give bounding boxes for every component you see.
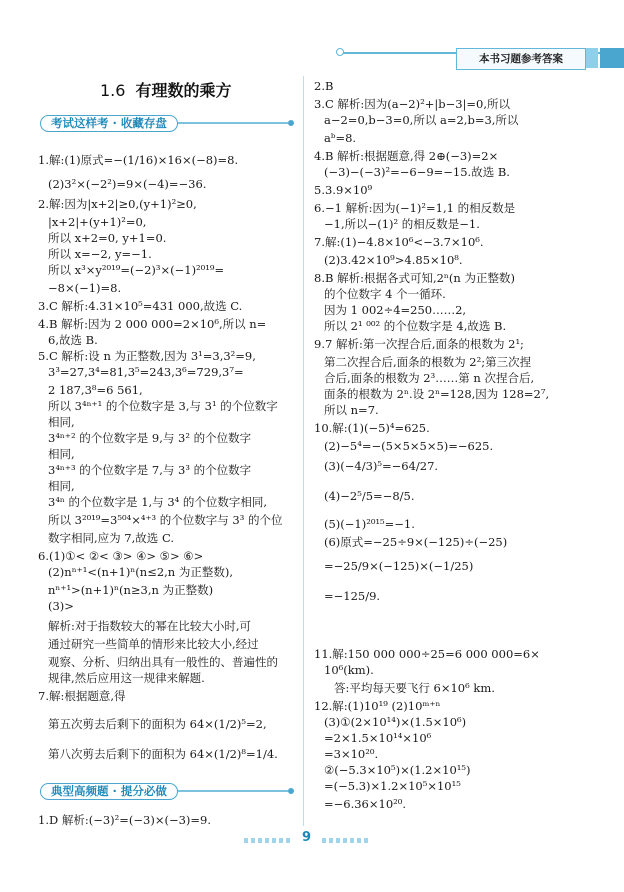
- section-banner-exam-label: 考试这样考 · 收藏存盘: [40, 115, 178, 132]
- right-line-r29: 11.解:150 000 000÷25=6 000 000=6×: [314, 647, 540, 661]
- left-line-l16: 相同,: [48, 415, 75, 429]
- right-line-r6: (−3)−(−3)²=−6−9=−15.故选 B.: [324, 165, 510, 179]
- right-line-r24: (4)−2⁵/5=−8/5.: [324, 489, 415, 503]
- right-line-r4: aᵇ=8.: [324, 131, 357, 145]
- left-line-l2: (2)3²×(−2²)=9×(−4)=−36.: [48, 177, 207, 191]
- right-line-r14: 因为 1 002÷4=250……2,: [324, 303, 467, 317]
- right-line-r16: 9.7 解析:第一次捏合后,面条的根数为 2¹;: [314, 337, 524, 351]
- right-line-r25: (5)(−1)²⁰¹⁵=−1.: [324, 517, 415, 531]
- right-line-r22: (2)−5⁴=−(5×5×5×5)=−625.: [324, 439, 494, 453]
- right-line-r19: 面条的根数为 2ⁿ.设 2ⁿ=128,因为 128=2⁷,: [324, 387, 550, 401]
- left-line-l15: 所以 3⁴ⁿ⁺¹ 的个位数字是 3,与 3¹ 的个位数字: [48, 399, 278, 413]
- right-line-r32: 12.解:(1)10¹⁹ (2)10ᵐ⁺ⁿ: [314, 699, 441, 713]
- right-line-r35: =3×10²⁰.: [324, 747, 379, 761]
- right-line-r38: =−6.36×10²⁰.: [324, 797, 407, 811]
- left-line-l11: 6,故选 B.: [48, 333, 98, 347]
- left-line-l18: 相同,: [48, 447, 75, 461]
- left-line-l34: 第八次剪去后剩下的面积为 64×(1/2)⁸=1/4.: [48, 747, 278, 761]
- left-line-l3: 2.解:因为|x+2|≥0,(y+1)²≥0,: [38, 197, 197, 211]
- header-accent-bar-dark: [600, 48, 624, 68]
- left-line-l27: (3)>: [48, 599, 74, 613]
- right-line-r18: 合后,面条的根数为 2³……第 n 次捏合后,: [324, 371, 535, 385]
- right-line-r7: 5.3.9×10⁹: [314, 183, 373, 197]
- left-line-l4: |x+2|+(y+1)²=0,: [48, 215, 147, 229]
- right-line-r27: =−25/9×(−125)×(−1/25): [324, 559, 474, 573]
- left-line-l23: 数字相同,应为 7,故选 C.: [48, 531, 174, 545]
- right-line-r36: ②(−5.3×10⁵)×(1.2×10¹⁵): [324, 763, 471, 777]
- column-divider: [303, 76, 304, 826]
- right-line-r10: 7.解:(1)−4.8×10⁶<−3.7×10⁶.: [314, 235, 484, 249]
- left-line-l26: nⁿ⁺¹>(n+1)ⁿ(n≥3,n 为正整数): [48, 583, 214, 597]
- left-line-l7: 所以 x³×y²⁰¹⁹=(−2)³×(−1)²⁰¹⁹=: [48, 263, 225, 277]
- left-line-l28: 解析:对于指数较大的幂在比较大小时,可: [48, 619, 252, 633]
- left-line-l8: −8×(−1)=8.: [48, 281, 122, 295]
- left-line-l32: 7.解:根据题意,得: [38, 689, 126, 703]
- left-line-l20: 相同,: [48, 479, 75, 493]
- right-line-r9: −1,所以−(1)² 的相反数是−1.: [324, 217, 480, 231]
- right-line-r17: 第二次捏合后,面条的根数为 2²;第三次捏: [324, 355, 532, 369]
- left-line-l30: 观察、分析、归纳出具有一般性的、普遍性的: [48, 655, 278, 669]
- left-line-l24: 6.(1)①< ②< ③> ④> ⑤> ⑥>: [38, 549, 204, 563]
- left-line-l31: 规律,然后应用这一规律来解题.: [48, 671, 205, 685]
- right-line-r20: 所以 n=7.: [324, 403, 379, 417]
- left-line-l19: 3⁴ⁿ⁺³ 的个位数字是 7,与 3³ 的个位数字: [48, 463, 252, 477]
- section-banner-exam: [40, 114, 296, 132]
- right-line-r5: 4.B 解析:根据题意,得 2⊕(−3)=2×: [314, 149, 499, 163]
- section-banner-practice-label: 典型高频题 · 提分必做: [40, 783, 178, 800]
- left-line-l35: 1.D 解析:(−3)²=(−3)×(−3)=9.: [38, 813, 211, 827]
- right-line-r1: 2.B: [314, 79, 334, 93]
- left-line-l13: 3³=27,3⁴=81,3⁵=243,3⁶=729,3⁷=: [48, 365, 244, 379]
- left-line-l6: 所以 x=−2, y=−1.: [48, 247, 152, 261]
- left-line-l25: (2)nⁿ⁺¹<(n+1)ⁿ(n≤2,n 为正整数),: [48, 565, 233, 579]
- right-line-r13: 的个位数字 4 个一循环.: [324, 287, 446, 301]
- section-banner-practice: [40, 782, 296, 800]
- header-accent-bar-light: [586, 48, 598, 68]
- right-line-r11: (2)3.42×10⁹>4.85×10⁸.: [324, 253, 463, 267]
- right-line-r3: a−2=0,b−3=0,所以 a=2,b=3,所以: [324, 113, 519, 127]
- left-line-l1: 1.解:(1)原式=−(1/16)×16×(−8)=8.: [38, 153, 239, 167]
- right-line-r15: 所以 2¹ ⁰⁰² 的个位数字是 4,故选 B.: [324, 319, 507, 333]
- left-line-l14: 2 187,3⁸=6 561,: [48, 383, 143, 397]
- section-number: 1.6: [100, 81, 126, 100]
- right-line-r26: (6)原式=−25÷9×(−125)÷(−25): [324, 535, 508, 549]
- left-line-l5: 所以 x+2=0, y+1=0.: [48, 231, 167, 245]
- right-line-r33: (3)①(2×10¹⁴)×(1.5×10⁶): [324, 715, 467, 729]
- section-banner-dot-icon: [288, 120, 294, 126]
- right-line-r28: =−125/9.: [324, 589, 381, 603]
- section-banner-dot-icon: [288, 788, 294, 794]
- right-line-r31: 答:平均每天要飞行 6×10⁶ km.: [334, 681, 495, 695]
- left-line-l9: 3.C 解析:4.31×10⁵=431 000,故选 C.: [38, 299, 243, 313]
- right-line-r8: 6.−1 解析:因为(−1)²=1,1 的相反数是: [314, 201, 516, 215]
- left-line-l10: 4.B 解析:因为 2 000 000=2×10⁶,所以 n=: [38, 317, 267, 331]
- left-line-l33: 第五次剪去后剩下的面积为 64×(1/2)⁵=2,: [48, 717, 267, 731]
- right-line-r23: (3)(−4/3)⁵=−64/27.: [324, 459, 439, 473]
- section-title-text: 有理数的乘方: [135, 81, 232, 100]
- right-line-r37: =(−5.3)×1.2×10⁵×10¹⁵: [324, 779, 461, 793]
- footer-dots-left: [244, 838, 290, 843]
- right-line-r21: 10.解:(1)(−5)⁴=625.: [314, 421, 430, 435]
- section-title: [100, 78, 231, 101]
- footer-dots-right: [322, 838, 368, 843]
- right-line-r12: 8.B 解析:根据各式可知,2ⁿ(n 为正整数): [314, 271, 515, 285]
- header-label: 本书习题参考答案: [456, 48, 586, 70]
- right-line-r34: =2×1.5×10¹⁴×10⁶: [324, 731, 432, 745]
- header-dot-icon: [336, 48, 344, 56]
- left-line-l29: 通过研究一些简单的情形来比较大小,经过: [48, 637, 259, 651]
- left-line-l22: 所以 3²⁰¹⁹=3⁵⁰⁴×⁴⁺³ 的个位数字与 3³ 的个位: [48, 513, 283, 527]
- section-banner-rule: [178, 790, 288, 792]
- page-number: 9: [302, 830, 312, 845]
- left-line-l17: 3⁴ⁿ⁺² 的个位数字是 9,与 3² 的个位数字: [48, 431, 252, 445]
- right-line-r2: 3.C 解析:因为(a−2)²+|b−3|=0,所以: [314, 97, 510, 111]
- section-banner-rule: [178, 122, 288, 124]
- left-line-l21: 3⁴ⁿ 的个位数字是 1,与 3⁴ 的个位数字相同,: [48, 495, 268, 509]
- left-line-l12: 5.C 解析:设 n 为正整数,因为 3¹=3,3²=9,: [38, 349, 256, 363]
- right-line-r30: 10⁶(km).: [324, 663, 374, 677]
